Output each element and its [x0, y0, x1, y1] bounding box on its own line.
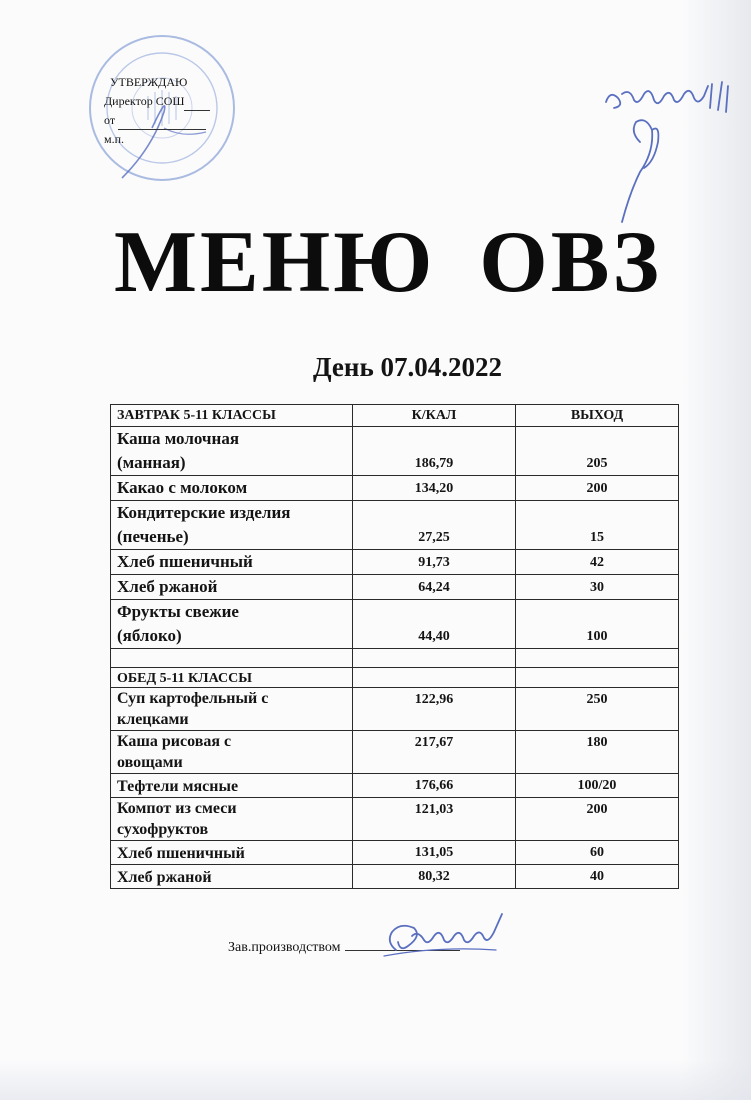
table-row	[111, 600, 679, 649]
kcal-value: 186,79	[353, 427, 516, 476]
table-row	[111, 688, 679, 731]
kcal-value: 64,24	[353, 575, 516, 600]
lunch-header-row	[111, 668, 679, 688]
table-row	[111, 731, 679, 774]
dish-name-line: овощами	[117, 754, 183, 771]
dish-name-line: (манная)	[117, 453, 186, 472]
yield-value: 42	[516, 550, 679, 575]
kcal-value: 217,67	[353, 731, 516, 774]
handwritten-signature-bottom	[378, 906, 510, 968]
spacer-row	[111, 649, 679, 668]
kcal-value: 131,05	[353, 841, 516, 865]
dish-name-line: Каша молочная	[117, 429, 240, 448]
kcal-value: 44,40	[353, 600, 516, 649]
col-header-kcal: К/КАЛ	[353, 405, 516, 427]
dish-name-line: Хлеб пшеничный	[117, 845, 245, 862]
breakfast-section	[111, 427, 679, 649]
kcal-value: 80,32	[353, 865, 516, 889]
dish-name	[111, 865, 353, 889]
table-header-row	[111, 405, 679, 427]
table-row	[111, 774, 679, 798]
yield-value: 200	[516, 476, 679, 501]
dish-name-line: сухофруктов	[117, 821, 209, 838]
yield-value: 15	[516, 501, 679, 550]
table-row	[111, 550, 679, 575]
kcal-value: 122,96	[353, 688, 516, 731]
lunch-header: ОБЕД 5-11 КЛАССЫ	[111, 668, 353, 688]
dish-name	[111, 798, 353, 841]
footer-label: Зав.производством	[228, 940, 341, 955]
dish-name-line: Хлеб ржаной	[117, 869, 212, 886]
col-header-meal: ЗАВТРАК 5-11 КЛАССЫ	[111, 405, 353, 427]
dish-name-line: (печенье)	[117, 527, 189, 546]
col-header-yield: ВЫХОД	[516, 405, 679, 427]
approval-block	[104, 73, 210, 149]
yield-value: 60	[516, 841, 679, 865]
dish-name	[111, 427, 353, 476]
menu-table	[110, 404, 679, 889]
dish-name-line: Хлеб пшеничный	[117, 552, 253, 571]
dish-name-line: Компот из смеси	[117, 800, 237, 817]
yield-value: 30	[516, 575, 679, 600]
dish-name-line: Каша рисовая с	[117, 733, 232, 750]
dish-name	[111, 476, 353, 501]
kcal-value: 27,25	[353, 501, 516, 550]
dish-name-line: Хлеб ржаной	[117, 577, 218, 596]
yield-value: 180	[516, 731, 679, 774]
table-row	[111, 865, 679, 889]
table-row	[111, 427, 679, 476]
title-word-menu: МЕНЮ	[114, 214, 436, 311]
dish-name	[111, 688, 353, 731]
dish-name-line: Суп картофельный с	[117, 690, 269, 707]
yield-value: 250	[516, 688, 679, 731]
table-row	[111, 575, 679, 600]
dish-name-line: (яблоко)	[117, 626, 182, 645]
dish-name	[111, 774, 353, 798]
approval-position: Директор СОШ	[104, 94, 185, 108]
dish-name-line: Какао с молоком	[117, 478, 248, 497]
kcal-value: 91,73	[353, 550, 516, 575]
kcal-value: 121,03	[353, 798, 516, 841]
title-word-ovz: ОВЗ	[479, 214, 662, 311]
kcal-value: 176,66	[353, 774, 516, 798]
seal-abbreviation: м.п.	[104, 132, 125, 146]
yield-value: 100	[516, 600, 679, 649]
table-row	[111, 841, 679, 865]
page-title	[114, 212, 674, 313]
dish-name-line: Кондитерские изделия	[117, 503, 291, 522]
table-row	[111, 798, 679, 841]
dish-name-line: Тефтели мясные	[117, 778, 239, 795]
yield-value: 200	[516, 798, 679, 841]
yield-value: 205	[516, 427, 679, 476]
table-row	[111, 501, 679, 550]
yield-value: 40	[516, 865, 679, 889]
dish-name	[111, 731, 353, 774]
lunch-section	[111, 688, 679, 889]
dish-name	[111, 575, 353, 600]
dish-name-line: Фрукты свежие	[117, 602, 239, 621]
dish-name	[111, 600, 353, 649]
dish-name-line: клецками	[117, 711, 189, 728]
date-line	[118, 129, 206, 130]
approval-date-prefix: от	[104, 113, 116, 127]
dish-name	[111, 501, 353, 550]
yield-value: 100/20	[516, 774, 679, 798]
dish-name	[111, 841, 353, 865]
handwritten-signature-top	[600, 72, 740, 232]
table-row	[111, 476, 679, 501]
kcal-value: 134,20	[353, 476, 516, 501]
approval-title: УТВЕРЖДАЮ	[110, 75, 188, 89]
day-date-heading: День 07.04.2022	[313, 352, 502, 382]
dish-name	[111, 550, 353, 575]
page-bottom-shadow	[0, 1060, 751, 1100]
